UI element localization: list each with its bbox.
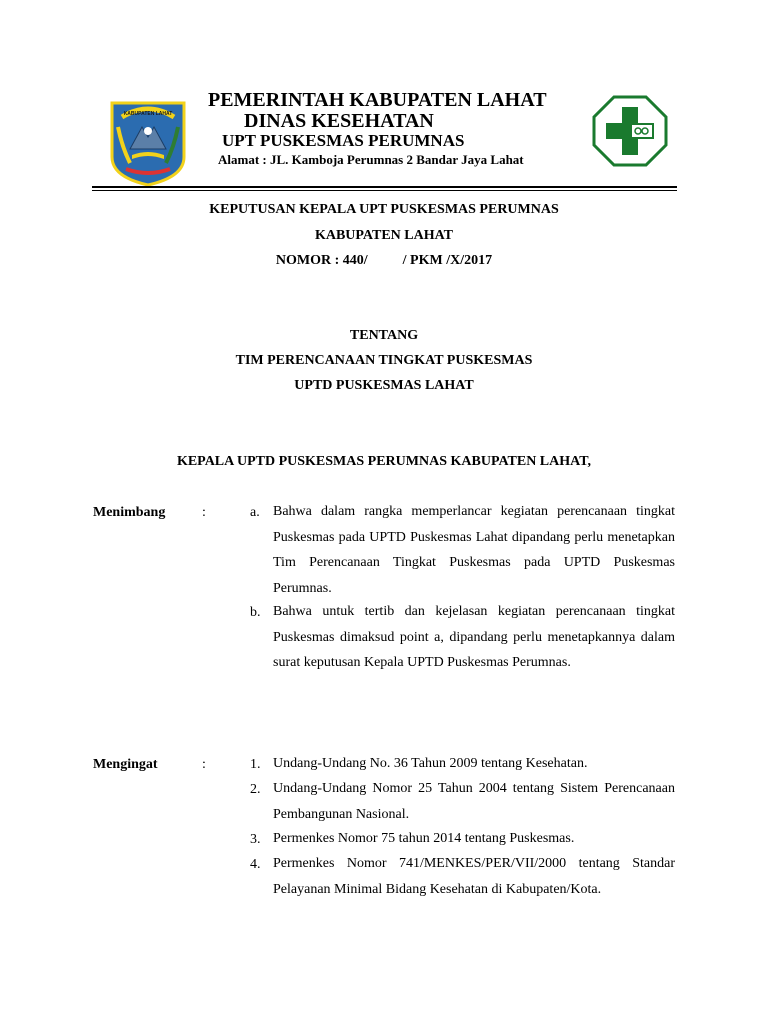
decree-number: NOMOR : 440/ / PKM /X/2017 xyxy=(275,253,493,268)
mengingat-item-1: Undang-Undang No. 36 Tahun 2009 tentang Kesehatan. xyxy=(273,756,588,771)
menimbang-item-b: Bahwa untuk tertib dan kejelasan kegiatan perencanaan tingkat Puskesmas dimaksud point a, dipandang perlu menetapkannya dalam surat keputusan Kepala UPTD Puskesmas Perumnas. xyxy=(273,604,675,670)
menimbang-label: Menimbang xyxy=(93,505,166,520)
header-government: PEMERINTAH KABUPATEN LAHAT xyxy=(208,89,547,111)
header-unit: UPT PUSKESMAS PERUMNAS xyxy=(222,131,465,150)
mengingat-marker-1: 1. xyxy=(250,757,261,772)
letterhead-rule-thick xyxy=(92,186,677,188)
mengingat-marker-2: 2. xyxy=(250,782,261,797)
mengingat-item-2: Undang-Undang Nomor 25 Tahun 2004 tentang Sistem Perencanaan Pembangunan Nasional. xyxy=(273,781,675,822)
mengingat-colon: : xyxy=(202,757,206,772)
mengingat-item-3: Permenkes Nomor 75 tahun 2014 tentang Puskesmas. xyxy=(273,831,575,846)
decree-title: KEPUTUSAN KEPALA UPT PUSKESMAS PERUMNAS xyxy=(209,202,559,217)
decree-subject-2: UPTD PUSKESMAS LAHAT xyxy=(294,378,474,393)
menimbang-marker-b: b. xyxy=(250,605,261,620)
mengingat-marker-3: 3. xyxy=(250,832,261,847)
decree-subject-1: TIM PERENCANAAN TINGKAT PUSKESMAS xyxy=(235,353,533,368)
puskesmas-logo xyxy=(592,95,668,167)
menimbang-item-a: Bahwa dalam rangka memperlancar kegiatan perencanaan tingkat Puskesmas pada UPTD Puskesmas Lahat dipandang perlu menetapkan Tim Perencanaan Tingkat Puskesmas pada UPTD Puskesmas Perumnas. xyxy=(273,504,675,596)
decree-issuer: KEPALA UPTD PUSKESMAS PERUMNAS KABUPATEN LAHAT, xyxy=(176,454,592,469)
decree-tentang: TENTANG xyxy=(349,328,419,343)
logo-lettering: KABUPATEN LAHAT xyxy=(123,111,173,117)
mengingat-marker-4: 4. xyxy=(250,857,261,872)
header-address: Alamat : JL. Kamboja Perumnas 2 Bandar Jaya Lahat xyxy=(218,152,524,167)
mengingat-label: Mengingat xyxy=(93,757,158,772)
kabupaten-lahat-logo xyxy=(108,97,188,187)
menimbang-colon: : xyxy=(202,505,206,520)
mengingat-item-4: Permenkes Nomor 741/MENKES/PER/VII/2000 tentang Standar Pelayanan Minimal Bidang Kesehatan di Kabupaten/Kota. xyxy=(273,856,675,897)
decree-region: KABUPATEN LAHAT xyxy=(314,228,454,243)
header-department: DINAS KESEHATAN xyxy=(244,110,434,132)
menimbang-marker-a: a. xyxy=(250,505,260,520)
letterhead-rule-thin xyxy=(92,190,677,191)
